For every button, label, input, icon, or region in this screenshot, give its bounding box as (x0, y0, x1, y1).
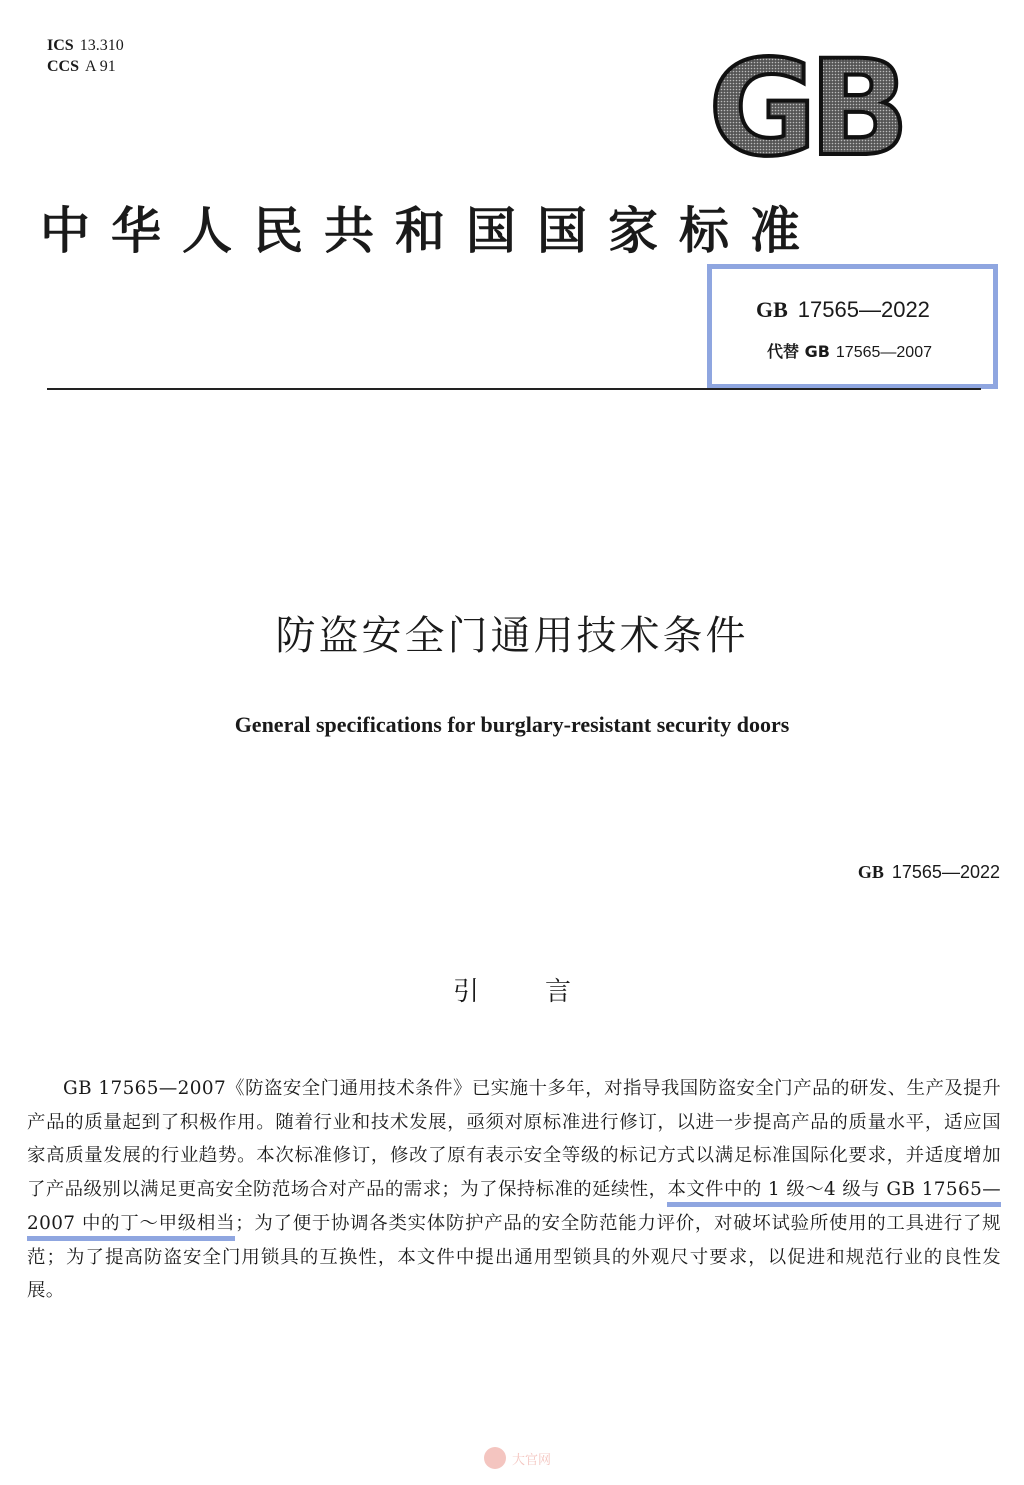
watermark-logo-icon (484, 1447, 506, 1469)
standard-number-box (707, 264, 998, 389)
running-header-prefix: GB (857, 862, 884, 882)
ccs-code (47, 56, 130, 77)
intro-highlighted-text: 本文件中的 1 级～4 级与 GB 17565—2007 中的丁～甲级相当 (27, 1179, 1001, 1241)
document-title-en: General specifications for burglary-resistant security doors (234, 712, 790, 737)
standard-number-value: 17565—2022 (797, 297, 930, 322)
standard-number (756, 297, 930, 323)
document-title-zh: 防盗安全门通用技术条件 (275, 613, 749, 659)
ics-label: ICS (47, 37, 74, 54)
ics-code (47, 35, 130, 56)
replaces-label: 代替 GB (767, 342, 830, 361)
watermark-text: 大官网 (512, 1452, 552, 1468)
replaces-standard (767, 339, 932, 362)
header-divider (47, 388, 981, 390)
replaces-number: 17565—2007 (835, 344, 932, 361)
intro-text-part-1: GB 17565—2007《防盗安全门通用技术条件》已实施十多年，对指导我国防盗安全门产品的研发、生产及提升产品的质量起到了积极作用。随着行业和技术发展，亟须对原标准进行修订，以进一步提高产品的质量水平，适应国家高质量发展的行业趋势。本次标准修订，修改了原有表示安全等级的标记方式以满足标准国际化要求，并适度增加了产品级别以满足更高安全防范场合对产品的需求；为了保持标准的延续性， (27, 1078, 1001, 1201)
ccs-value: A 91 (85, 58, 116, 75)
national-standard-title: 中华人民共和国国家标准 (40, 202, 821, 260)
gb-logo (693, 46, 918, 164)
intro-text-part-2: ；为了便于协调各类实体防护产品的安全防范能力评价，对破坏试验所使用的工具进行了规范；为了提高防盗安全门用锁具的互换性，本文件中提出通用型锁具的外观尺寸要求，以促进和规范行业的良性发展。 (27, 1212, 1001, 1302)
standard-prefix: GB (756, 297, 788, 322)
classification-codes (47, 35, 130, 77)
running-header (858, 862, 1000, 883)
ics-value: 13.310 (79, 37, 124, 54)
ccs-label: CCS (47, 58, 80, 75)
running-header-number: 17565—2022 (891, 862, 1000, 882)
gb-logo-text: GB (708, 46, 902, 164)
introduction-heading: 引言 (452, 977, 637, 1007)
watermark (484, 1447, 551, 1469)
introduction-paragraph (27, 1072, 1001, 1308)
